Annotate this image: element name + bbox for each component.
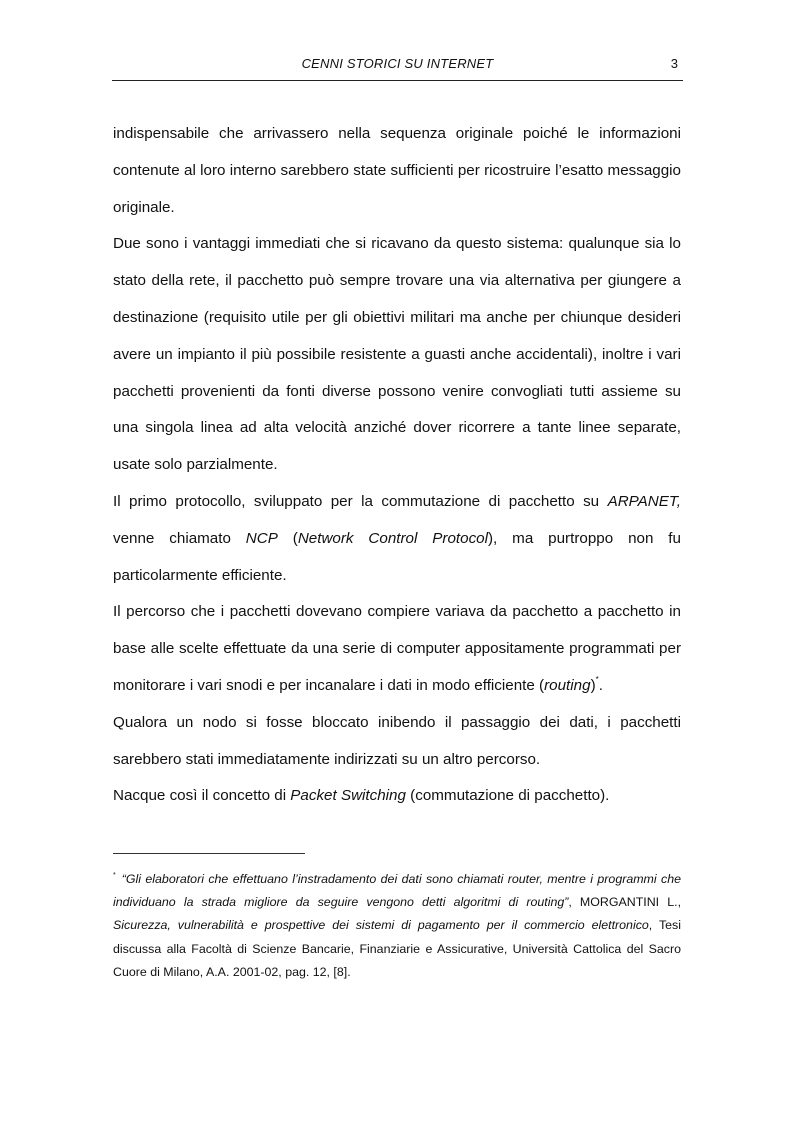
paragraph-6-text-b: (commutazione di pacchetto). [405,787,610,805]
paragraph-2: Due sono i vantaggi immediati che si ricavano da questo sistema: qualunque sia lo stato della rete, il pacchetto può sempre trovare una via alternativa per giungere a destinazione (requisito utile per gli obiettivi militari ma anche per chiunque desideri avere un impianto il più possibile resistente a guasti anche accidentali), inoltre i vari pacchetti provenienti da fonti diverse possono venire convogliati tutti assieme su una singola linea ad alta velocità anziché dover ricorrere a tante linee separate, usate solo parzialmente. [113,235,681,474]
paragraph-3-text-d: ), ma purtroppo non fu particolarmente efficiente. [113,529,681,584]
paragraph-5: Qualora un nodo si fosse bloccato inibendo il passaggio dei dati, i pacchetti sarebbero stati immediatamente indirizzati su un altro percorso. [113,713,681,768]
ncp-term: NCP [245,529,278,547]
page-number: 3 [670,56,678,71]
footnote-source-title: Sicurezza, vulnerabilità e prospettive dei sistemi di pagamento per il commercio elettronico [113,918,649,933]
paragraph-4-text-b: ) [590,676,596,694]
footnote [113,868,681,984]
paragraph-1: indispensabile che arrivassero nella sequenza originale poiché le informazioni contenute al loro interno sarebbero state sufficienti per ricostruire l’esatto messaggio originale. [113,125,681,216]
footnote-divider [113,853,305,854]
page-header [112,54,683,81]
routing-term: routing [544,676,591,694]
footnote-mark: * [113,872,116,879]
footnote-quote: “Gli elaboratori che effettuano l’instradamento dei dati sono chiamati router, mentre i programmi che individuano la strada migliore da seguire vengono detti algoritmi di routing” [113,872,681,910]
footnote-reference: * [595,674,599,684]
paragraph-4 [113,594,681,704]
packet-switching-term: Packet Switching [290,787,406,805]
paragraph-4-text-a: Il percorso che i pacchetti dovevano compiere variava da pacchetto a pacchetto in base alle scelte effettuate da una serie di computer appositamente programmati per monitorare i vari snodi e per incanalare i dati in modo efficiente ( [113,603,681,694]
paragraph-3-text-c: ( [277,529,298,547]
footnote-text-b: , Tesi discussa alla Facoltà di Scienze Bancarie, Finanziarie e Assicurative, Università Cattolica del Sacro Cuore di Milano, A.A. 2001-02, pag. 12, [8]. [113,918,681,979]
paragraph-3-text-b: venne chiamato [113,529,246,547]
ncp-full-term: Network Control Protocol [297,529,488,547]
paragraph-4-text-c: . [598,676,603,694]
paragraph-6-text-a: Nacque così il concetto di [113,787,291,805]
paragraph-6 [113,778,681,815]
paragraph-3 [113,484,681,594]
paragraph-3-text-a: Il primo protocollo, sviluppato per la commutazione di pacchetto su [113,492,608,510]
footnote-text-a: , MORGANTINI L., [568,895,682,910]
running-title: CENNI STORICI SU INTERNET [301,56,494,71]
body-text [113,116,681,815]
arpanet-term: ARPANET, [607,492,681,510]
